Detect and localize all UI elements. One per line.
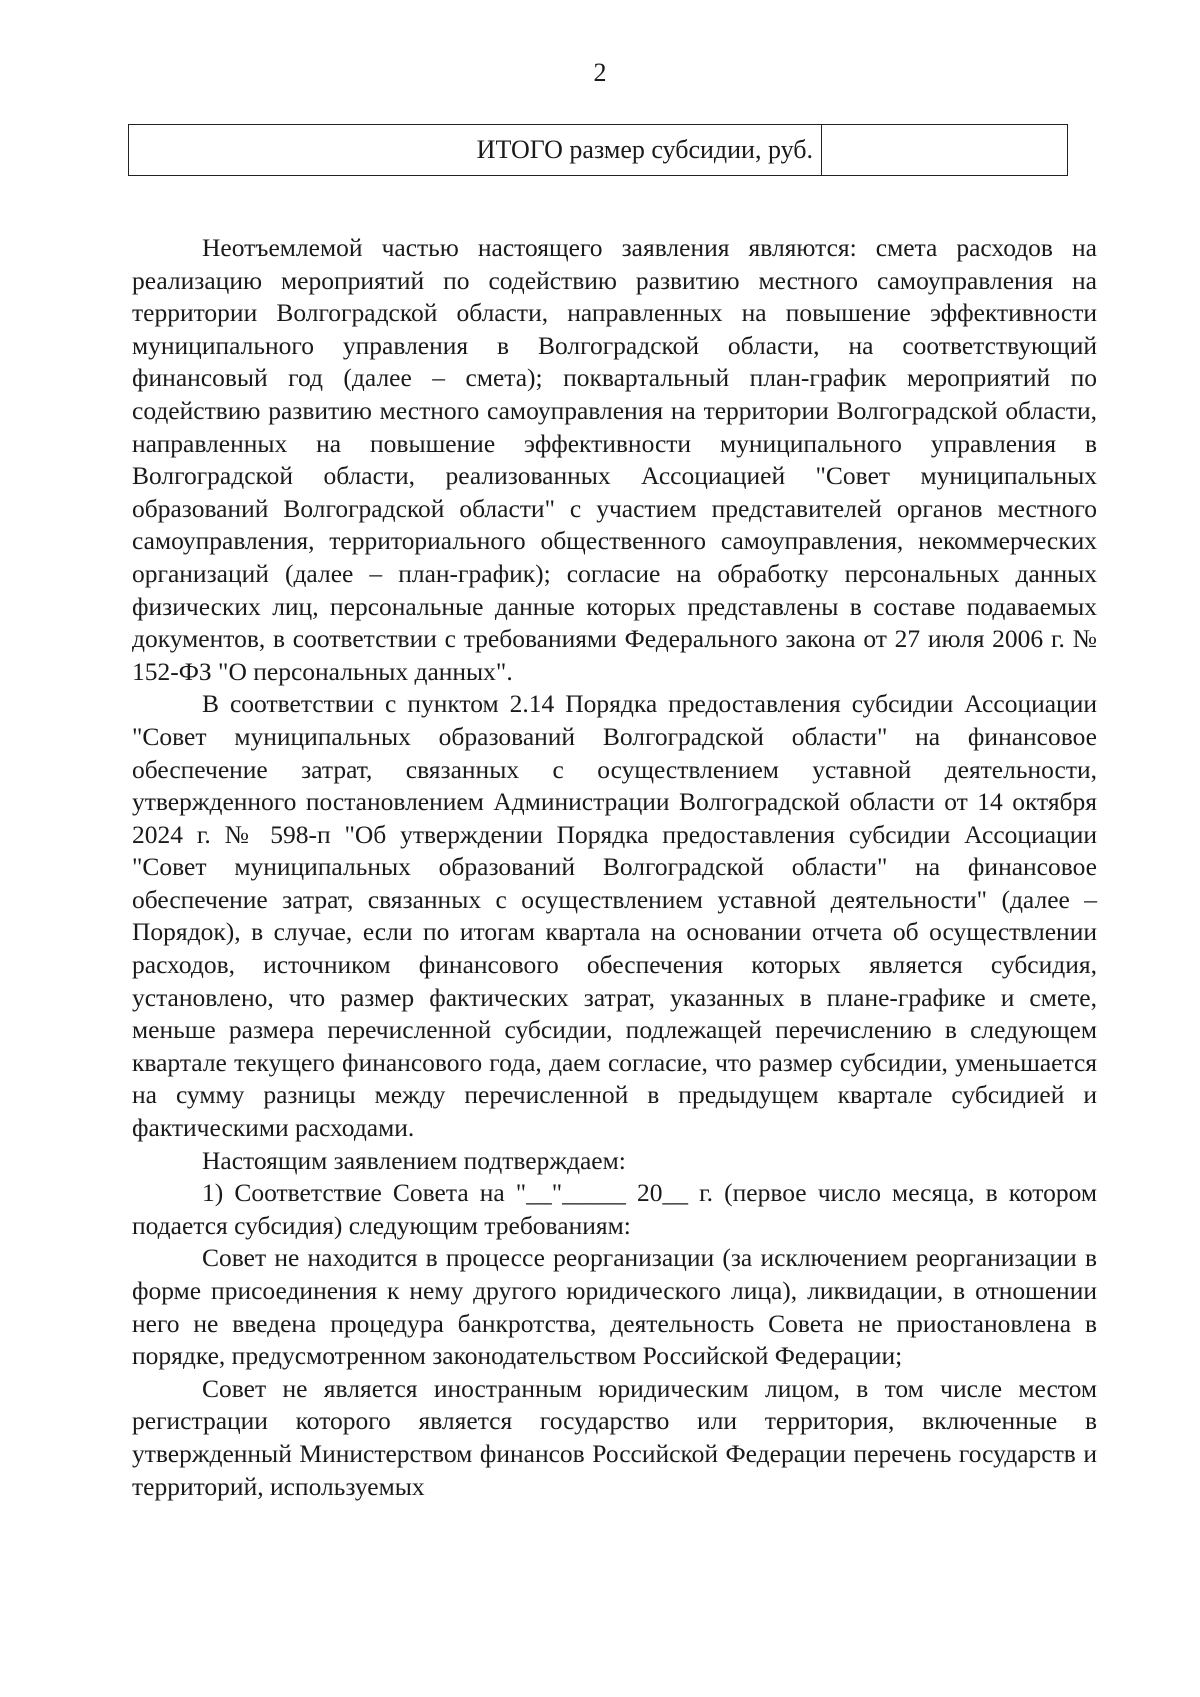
paragraph-consent: В соответствии с пунктом 2.14 Порядка предоставления субсидии Ассоциации "Совет муниципальных образований Волгоградской области" на финансовое обеспечение затрат, связанных с осуществлением уставной деятельности, утвержденного постановлением Администрации Волгоградской области от 14 октября 2024 г. № 598-п "Об утверждении Порядка предоставления субсидии Ассоциации "Совет муниципальных образований Волгоградской области" на финансовое обеспечение затрат, связанных с осуществлением уставной деятельности" (далее – Порядок), в случае, если по итогам квартала на основании отчета об осуществлении расходов, источником финансового обеспечения которых является субсидия, установлено, что размер фактических затрат, указанных в плане-графике и смете, меньше размера перечисленной субсидии, подлежащей перечислению в следующем квартале текущего финансового года, даем согласие, что размер субсидии, уменьшается на сумму разницы между перечисленной в предыдущем квартале субсидией и фактическими расходами. [132, 689, 1097, 1143]
document-body [132, 232, 1097, 1503]
paragraph-attachments: Неотъемлемой частью настоящего заявления являются: смета расходов на реализацию мероприятий по содействию развитию местного самоуправления на территории Волгоградской области, направленных на повышение эффективности муниципального управления в Волгоградской области, на соответствующий финансовый год (далее – смета); поквартальный план-график мероприятий по содействию развитию местного самоуправления на территории Волгоградской области, направленных на повышение эффективности муниципального управления в Волгоградской области, реализованных Ассоциацией "Совет муниципальных образований Волгоградской области" с участием представителей органов местного самоуправления, территориального общественного самоуправления, некоммерческих организаций (далее – план-график); согласие на обработку персональных данных физических лиц, персональные данные которых представлены в составе подаваемых документов, в соответствии с требованиями Федерального закона от 27 июля 2006 г. № 152-ФЗ "О персональных данных". [132, 233, 1097, 686]
page-number: 2 [593, 58, 607, 87]
subsidy-total-label: ИТОГО размер субсидии, руб. [129, 125, 822, 175]
paragraph-confirm-intro: Настоящим заявлением подтверждаем: [202, 1145, 626, 1175]
paragraph-requirement-1: 1) Соответствие Совета на "__"_____ 20__ г. (первое число месяца, в котором подается субсидия) следующим требованиям: [132, 1178, 1097, 1240]
subsidy-total-value [822, 125, 1067, 175]
paragraph-not-foreign: Совет не является иностранным юридическим лицом, в том числе местом регистрации которого является государство или территория, включенные в утвержденный Министерством финансов Российской Федерации перечень государств и территорий, используемых [132, 1373, 1097, 1501]
subsidy-total-table [128, 124, 1068, 176]
paragraph-no-reorganization: Совет не находится в процессе реорганизации (за исключением реорганизации в форме присоединения к нему другого юридического лица), ликвидации, в отношении него не введена процедура банкротства, деятельность Совета не приостановлена в порядке, предусмотренном законодательством Российской Федерации; [132, 1243, 1097, 1371]
